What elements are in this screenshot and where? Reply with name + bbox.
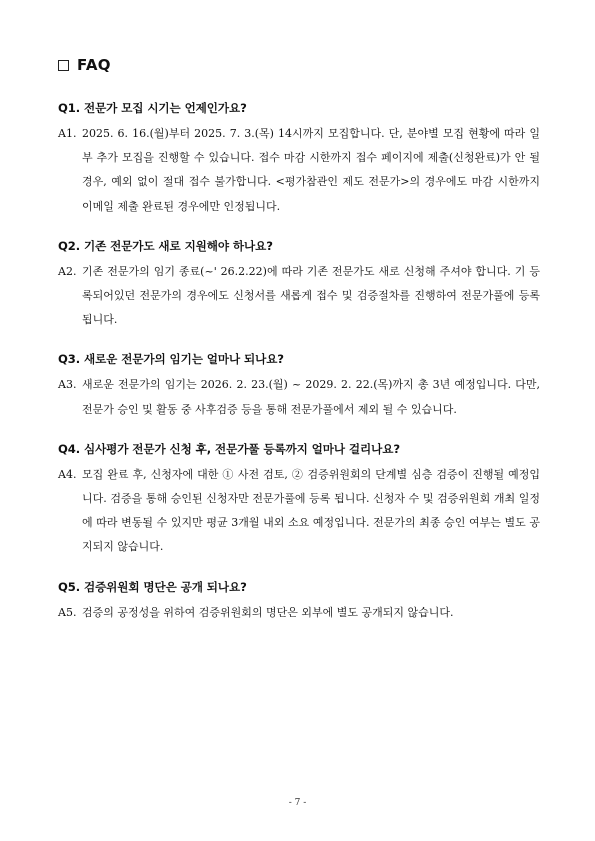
answer-label-1: A1. (58, 127, 77, 140)
answer-text-3: 새로운 전문가의 임기는 2026. 2. 23.(월) ~ 2029. 2. 22.(목)까지 총 3년 예정입니다. 다만, 전문가 승인 및 활동 중 사후검증 등을 통해 전문가풀에서 제외 될 수 있습니다. (82, 378, 540, 416)
answer-4 (58, 463, 540, 560)
answer-text-2: 기존 전문가의 임기 종료(~' 26.2.22)에 따라 기존 전문가도 새로 신청해 주셔야 합니다. 기 등록되어있던 전문가의 경우에도 신청서를 새롭게 접수 및 검증절차를 진행하여 전문가풀에 등록됩니다. (82, 264, 540, 327)
section-title (58, 54, 111, 76)
answer-label-4: A4. (58, 467, 77, 481)
answer-label-2: A2. (58, 264, 77, 278)
answer-2 (58, 260, 540, 333)
question-3: Q3. 새로운 전문가의 임기는 얼마나 되나요? (58, 352, 284, 367)
question-5: Q5. 검증위원회 명단은 공개 되나요? (58, 579, 247, 594)
page-number: - 7 - (288, 798, 307, 808)
question-1: Q1. 전문가 모집 시기는 언제인가요? (58, 101, 247, 115)
answer-5 (58, 601, 540, 625)
question-2: Q2. 기존 전문가도 새로 지원해야 하나요? (58, 238, 273, 253)
faq-list (58, 100, 540, 625)
answer-text-5: 검증의 공정성을 위하여 검증위원회의 명단은 외부에 별도 공개되지 않습니다. (82, 605, 454, 619)
answer-1 (58, 122, 540, 219)
section-title-text: FAQ (77, 56, 111, 74)
answer-label-3: A3. (58, 378, 77, 392)
faq-item-2 (58, 238, 540, 333)
answer-text-1: 2025. 6. 16.(월)부터 2025. 7. 3.(목) 14시까지 모집합니다. 단, 분야별 모집 현황에 따라 일부 추가 모집을 진행할 수 있습니다. 접수 마감 시한까지 접수 페이지에 제출(신청완료)가 안 될 경우, 예외 없이 절대 접수 불가합니다. <평가참관인 제도 전문가>의 경우에도 마감 시한까지 이메일 제출 완료된 경우에만 인정됩니다. (82, 127, 540, 213)
checkbox-icon (58, 60, 69, 71)
faq-item-3 (58, 351, 540, 421)
answer-3 (58, 373, 540, 421)
faq-item-5 (58, 579, 540, 625)
answer-text-4: 모집 완료 후, 신청자에 대한 ① 사전 검토, ② 검증위원회의 단계별 심층 검증이 진행될 예정입니다. 검증을 통해 승인된 신청자만 전문가풀에 등록 됩니다. 신청자 수 및 검증위원회 개최 일정에 따라 변동될 수 있지만 평균 3개월 내외 소요 예정입니다. 전문가의 최종 승인 여부는 별도 공지되지 않습니다. (82, 467, 540, 554)
answer-label-5: A5. (58, 605, 77, 619)
question-4: Q4. 심사평가 전문가 신청 후, 전문가풀 등록까지 얼마나 걸리나요? (58, 441, 400, 456)
faq-item-4 (58, 441, 540, 560)
faq-item-1 (58, 100, 540, 219)
